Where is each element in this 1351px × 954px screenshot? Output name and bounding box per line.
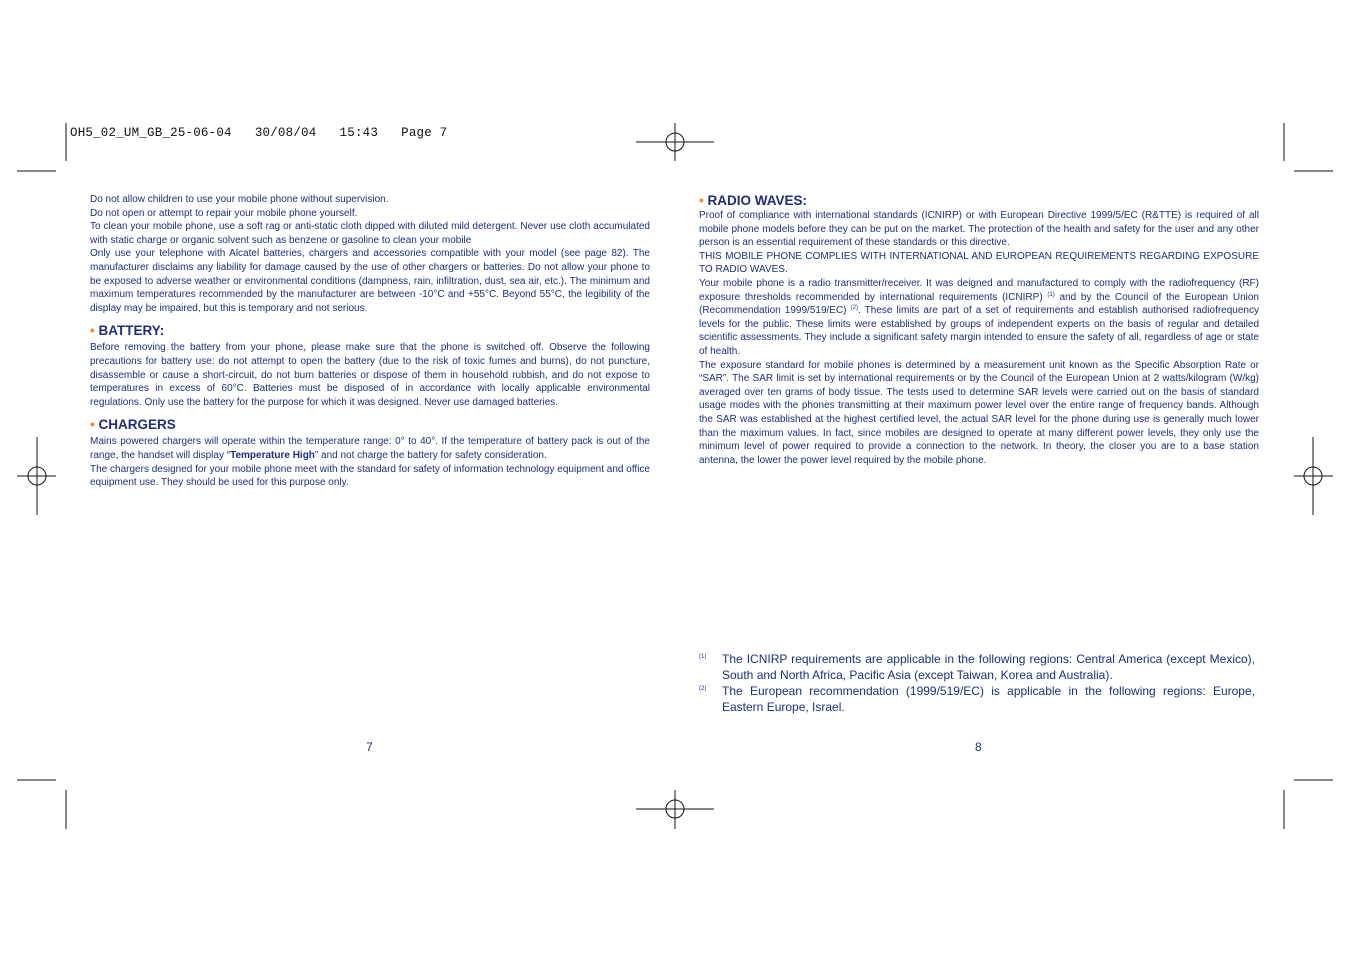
registration-mark-left [17,437,56,515]
footnote-item [699,683,1255,715]
temperature-high-label: Temperature High [230,449,315,461]
footnotes [699,651,1255,715]
page-number-left: 7 [366,740,373,754]
chargers-text-part: Mains powered chargers will operate within the temperature range: 0° to 40°. If the temperature of battery pack is out of the range, the handset will display “ [90,436,650,461]
radio-paragraph: The exposure standard for mobile phones is determined by a measurement unit known as the Specific Absorption Rate or “SAR”. The SAR limit is set by international requirements or by the Council of the European Union at 2 watts/kilogram (W/kg) averaged over ten grams of body tissue. The tests used to determine SAR levels were carried out on the basis of standard usage modes with the phones transmitting at their maximum power level over the entire range of frequency bands. Although the SAR was established at the highest certified level, the actual SAR level for the phone during use is generally much lower than the maximum values. In fact, since mobiles are designed to operate at many different power levels, they only use the minimum level of power required to provide a connection to the network. In theory, the closer you are to a base station antenna, the lower the power level required by the mobile phone. [699,359,1259,466]
registration-mark-bottom [636,790,714,829]
chargers-title: CHARGERS [98,417,176,433]
radio-text-part: and by the Council of the European Union (Recommendation 1999/519/EC) [699,291,1259,317]
footnote-mark: (2) [699,686,707,692]
page-number-right: 8 [975,740,982,754]
battery-title: BATTERY: [98,323,165,339]
radio-text-part: . These limits are part of a set of requirements and establish authorised radiofrequency levels for the public. These limits were established by groups of independent experts on the basis of regular and detailed scientific assessments. They include a significant safety margin intended to ensure the safety of all, regardless of age or state of health. [699,305,1259,357]
print-slug: OH5_02_UM_GB_25-06-04 30/08/04 15:43 Page 7 [70,126,448,140]
footnote-item [699,651,1255,683]
intro-paragraph: Do not allow children to use your mobile phone without supervision. [90,194,389,205]
registration-mark-right [1294,437,1333,515]
radio-text-part: Your mobile phone is a radio transmitter/receiver. It was deigned and manufactured to comply with the radiofrequency (RF) exposure thresholds recommended by international requirements (ICNIRP) [699,277,1259,303]
footnote-text: The European recommendation (1999/519/EC) is applicable in the following regions: Europe, Eastern Europe, Israel. [722,684,1255,714]
bullet-icon: • [90,417,95,433]
right-page-column [699,193,1259,467]
footnote-text: The ICNIRP requirements are applicable in the following regions: Central America (except Mexico), South and North Africa, Pacific Asia (except Taiwan, Korea and Australia). [722,652,1255,682]
footnote-ref: (2) [850,305,858,312]
chargers-paragraph-2: The chargers designed for your mobile phone meet with the standard for safety of information technology equipment and office equipment use. They should be used for this purpose only. [90,463,650,489]
footnote-mark: (1) [699,654,707,660]
radio-waves-heading [699,193,1259,209]
radio-paragraph: Proof of compliance with international standards (ICNIRP) or with European Directive 1999/5/EC (R&TTE) is required of all mobile phone models before they can be put on the market. The protection of the health and safety for the user and any other person is an essential requirement of these standards or this directive. [699,210,1259,249]
battery-heading [90,323,650,339]
radio-waves-title: RADIO WAVES: [707,193,808,208]
intro-paragraph: Only use your telephone with Alcatel batteries, chargers and accessories compatible with your model (see page 82). The manufacturer disclaims any liability for damage caused by the use of other chargers or batteries. Do not allow your phone to be exposed to adverse weather or environmental conditions (dampness, rain, infiltration, dust, sea air, etc.). The minimum and maximum temperatures recommended by the manufacturer are between -10°C and +55°C. Beyond 55°C, the legibility of the display may be impaired, but this is temporary and not serious. [90,248,650,314]
intro-paragraph: Do not open or attempt to repair your mobile phone yourself. [90,207,358,219]
battery-paragraph: Before removing the battery from your phone, please make sure that the phone is switched off. Observe the following precautions for battery use: do not attempt to open the battery (due to the risk of toxic fumes and burns), do not puncture, disassemble or cause a short-circuit, do not burn batteries or dispose of them in household rubbish, and do not expose to temperatures in excess of 60°C. Batteries must be disposed of in accordance with locally applicable environmental regulations. Only use the battery for the purpose for which it was designed. Never use damaged batteries. [90,342,650,408]
radio-paragraph [699,277,1259,359]
intro-paragraph: To clean your mobile phone, use a soft rag or anti-static cloth dipped with diluted mild detergent. Never use cloth accumulated with static charge or organic solvent such as benzene or gasoline to clean your mobile [90,221,650,246]
radio-paragraph-caps: THIS MOBILE PHONE COMPLIES WITH INTERNATIONAL AND EUROPEAN REQUIREMENTS REGARDING EXPOSURE TO RADIO WAVES. [699,250,1259,276]
chargers-heading [90,417,650,433]
bullet-icon: • [90,323,95,339]
footnote-ref: (1) [1047,291,1055,298]
registration-mark-top [636,123,714,161]
left-page-column [90,193,650,490]
chargers-paragraph [90,435,650,462]
chargers-text-part: ” and not charge the battery for safety consideration. [314,449,547,461]
bullet-icon: • [699,193,704,208]
